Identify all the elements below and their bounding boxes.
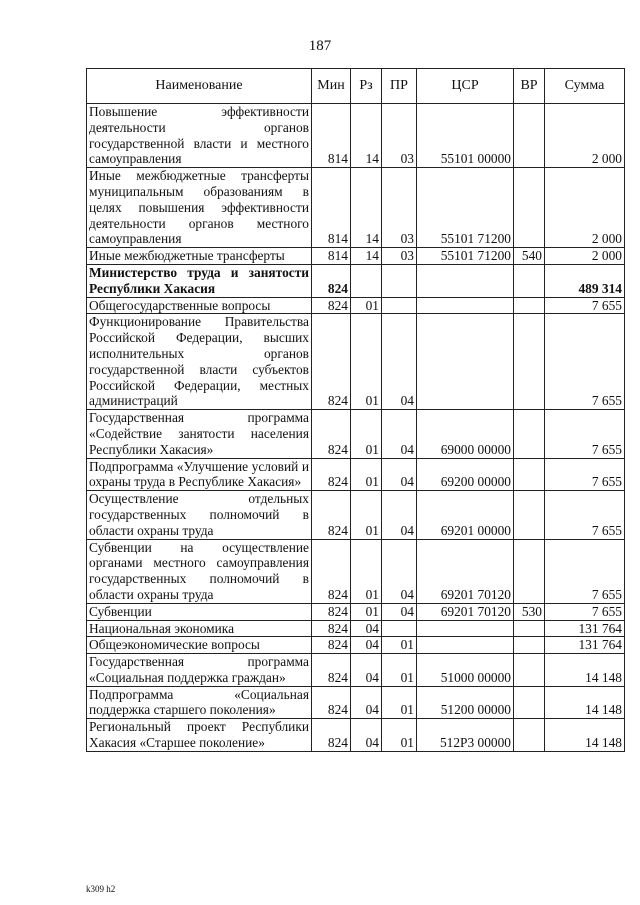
cell-name: Общеэкономические вопросы bbox=[87, 637, 312, 654]
cell-pr bbox=[382, 620, 417, 637]
cell-rz: 14 bbox=[351, 168, 382, 248]
cell-rz: 01 bbox=[351, 314, 382, 410]
cell-min: 814 bbox=[312, 104, 351, 168]
cell-csr bbox=[417, 297, 514, 314]
cell-pr bbox=[382, 264, 417, 297]
cell-pr: 03 bbox=[382, 248, 417, 265]
cell-vr bbox=[514, 264, 545, 297]
cell-csr: 51200 00000 bbox=[417, 686, 514, 719]
cell-min: 824 bbox=[312, 458, 351, 491]
column-header-name: Наименование bbox=[87, 69, 312, 104]
cell-name: Подпрограмма «Социальная поддержка старшего поколения» bbox=[87, 686, 312, 719]
table-row bbox=[87, 458, 625, 491]
cell-min: 824 bbox=[312, 297, 351, 314]
table-row bbox=[87, 654, 625, 687]
table-row bbox=[87, 168, 625, 248]
cell-pr: 04 bbox=[382, 314, 417, 410]
cell-name: Субвенции на осуществление органами местного самоуправления государственных полномочий в области охраны труда bbox=[87, 539, 312, 603]
cell-rz: 04 bbox=[351, 620, 382, 637]
cell-rz: 14 bbox=[351, 104, 382, 168]
cell-rz: 01 bbox=[351, 458, 382, 491]
cell-vr bbox=[514, 458, 545, 491]
cell-sum: 131 764 bbox=[545, 620, 625, 637]
cell-rz: 14 bbox=[351, 248, 382, 265]
cell-sum: 14 148 bbox=[545, 719, 625, 752]
cell-rz: 04 bbox=[351, 654, 382, 687]
cell-rz: 01 bbox=[351, 603, 382, 620]
table-row bbox=[87, 264, 625, 297]
cell-csr: 69200 00000 bbox=[417, 458, 514, 491]
cell-min: 824 bbox=[312, 314, 351, 410]
cell-vr bbox=[514, 168, 545, 248]
cell-rz: 04 bbox=[351, 719, 382, 752]
cell-vr bbox=[514, 314, 545, 410]
cell-min: 824 bbox=[312, 264, 351, 297]
cell-min: 824 bbox=[312, 539, 351, 603]
column-header-min: Мин bbox=[312, 69, 351, 104]
cell-vr bbox=[514, 654, 545, 687]
cell-csr: 512P3 00000 bbox=[417, 719, 514, 752]
cell-pr: 01 bbox=[382, 654, 417, 687]
cell-rz: 04 bbox=[351, 637, 382, 654]
cell-min: 814 bbox=[312, 248, 351, 265]
cell-name: Повышение эффективности деятельности органов государственной власти и местного самоуправления bbox=[87, 104, 312, 168]
cell-sum: 131 764 bbox=[545, 637, 625, 654]
cell-min: 824 bbox=[312, 491, 351, 539]
cell-name: Осуществление отдельных государственных полномочий в области охраны труда bbox=[87, 491, 312, 539]
cell-min: 824 bbox=[312, 410, 351, 458]
cell-vr bbox=[514, 539, 545, 603]
page-number: 187 bbox=[308, 38, 332, 54]
cell-csr: 69000 00000 bbox=[417, 410, 514, 458]
cell-pr: 03 bbox=[382, 104, 417, 168]
cell-name: Иные межбюджетные трансферты bbox=[87, 248, 312, 265]
cell-vr bbox=[514, 719, 545, 752]
table-row bbox=[87, 104, 625, 168]
cell-sum: 7 655 bbox=[545, 410, 625, 458]
cell-pr: 03 bbox=[382, 168, 417, 248]
table-row bbox=[87, 491, 625, 539]
cell-vr bbox=[514, 686, 545, 719]
cell-pr: 04 bbox=[382, 410, 417, 458]
budget-table bbox=[86, 68, 625, 752]
cell-vr bbox=[514, 491, 545, 539]
cell-rz: 01 bbox=[351, 297, 382, 314]
cell-name: Министерство труда и занятости Республики Хакасия bbox=[87, 264, 312, 297]
table-body bbox=[87, 104, 625, 752]
cell-vr: 540 bbox=[514, 248, 545, 265]
cell-pr: 04 bbox=[382, 539, 417, 603]
cell-csr: 69201 00000 bbox=[417, 491, 514, 539]
cell-pr: 01 bbox=[382, 637, 417, 654]
cell-vr bbox=[514, 104, 545, 168]
cell-csr: 55101 71200 bbox=[417, 248, 514, 265]
cell-name: Региональный проект Республики Хакасия «Старшее поколение» bbox=[87, 719, 312, 752]
cell-rz: 01 bbox=[351, 410, 382, 458]
cell-pr: 04 bbox=[382, 603, 417, 620]
cell-name: Иные межбюджетные трансферты муниципальным образованиям в целях повышения эффективности деятельности органов местного самоуправления bbox=[87, 168, 312, 248]
cell-sum: 7 655 bbox=[545, 491, 625, 539]
cell-sum: 7 655 bbox=[545, 458, 625, 491]
cell-csr: 69201 70120 bbox=[417, 539, 514, 603]
column-header-csr: ЦСР bbox=[417, 69, 514, 104]
footer-code: k309 h2 bbox=[86, 884, 116, 894]
cell-name: Функционирование Правительства Российской Федерации, высших исполнительных органов государственной власти субъектов Российской Федерации, местных администраций bbox=[87, 314, 312, 410]
cell-min: 824 bbox=[312, 719, 351, 752]
cell-csr: 69201 70120 bbox=[417, 603, 514, 620]
column-header-rz: Рз bbox=[351, 69, 382, 104]
cell-vr: 530 bbox=[514, 603, 545, 620]
cell-min: 824 bbox=[312, 686, 351, 719]
table-row bbox=[87, 314, 625, 410]
cell-pr bbox=[382, 297, 417, 314]
cell-name: Государственная программа «Содействие занятости населения Республики Хакасия» bbox=[87, 410, 312, 458]
table-header-row bbox=[87, 69, 625, 104]
cell-csr: 55101 71200 bbox=[417, 168, 514, 248]
cell-vr bbox=[514, 410, 545, 458]
table-row bbox=[87, 686, 625, 719]
cell-csr: 55101 00000 bbox=[417, 104, 514, 168]
cell-sum: 7 655 bbox=[545, 314, 625, 410]
cell-sum: 14 148 bbox=[545, 686, 625, 719]
cell-vr bbox=[514, 620, 545, 637]
cell-rz: 04 bbox=[351, 686, 382, 719]
cell-vr bbox=[514, 297, 545, 314]
cell-min: 824 bbox=[312, 620, 351, 637]
table-row bbox=[87, 539, 625, 603]
table-row bbox=[87, 637, 625, 654]
cell-name: Общегосударственные вопросы bbox=[87, 297, 312, 314]
table-row bbox=[87, 719, 625, 752]
cell-sum: 7 655 bbox=[545, 603, 625, 620]
cell-min: 814 bbox=[312, 168, 351, 248]
cell-min: 824 bbox=[312, 654, 351, 687]
table-row bbox=[87, 620, 625, 637]
cell-name: Национальная экономика bbox=[87, 620, 312, 637]
cell-name: Государственная программа «Социальная поддержка граждан» bbox=[87, 654, 312, 687]
cell-sum: 14 148 bbox=[545, 654, 625, 687]
cell-csr bbox=[417, 264, 514, 297]
cell-sum: 7 655 bbox=[545, 539, 625, 603]
column-header-vr: ВР bbox=[514, 69, 545, 104]
column-header-pr: ПР bbox=[382, 69, 417, 104]
cell-name: Субвенции bbox=[87, 603, 312, 620]
cell-min: 824 bbox=[312, 603, 351, 620]
table-row bbox=[87, 248, 625, 265]
cell-csr: 51000 00000 bbox=[417, 654, 514, 687]
cell-pr: 04 bbox=[382, 458, 417, 491]
cell-min: 824 bbox=[312, 637, 351, 654]
cell-pr: 01 bbox=[382, 686, 417, 719]
column-header-sum: Сумма bbox=[545, 69, 625, 104]
cell-csr bbox=[417, 637, 514, 654]
cell-vr bbox=[514, 637, 545, 654]
cell-pr: 01 bbox=[382, 719, 417, 752]
cell-rz bbox=[351, 264, 382, 297]
cell-pr: 04 bbox=[382, 491, 417, 539]
cell-sum: 2 000 bbox=[545, 168, 625, 248]
cell-sum: 2 000 bbox=[545, 248, 625, 265]
table-row bbox=[87, 297, 625, 314]
cell-sum: 7 655 bbox=[545, 297, 625, 314]
cell-csr bbox=[417, 620, 514, 637]
cell-sum: 2 000 bbox=[545, 104, 625, 168]
cell-rz: 01 bbox=[351, 491, 382, 539]
cell-sum: 489 314 bbox=[545, 264, 625, 297]
cell-csr bbox=[417, 314, 514, 410]
table-row bbox=[87, 603, 625, 620]
cell-name: Подпрограмма «Улучшение условий и охраны труда в Республике Хакасия» bbox=[87, 458, 312, 491]
table-row bbox=[87, 410, 625, 458]
cell-rz: 01 bbox=[351, 539, 382, 603]
